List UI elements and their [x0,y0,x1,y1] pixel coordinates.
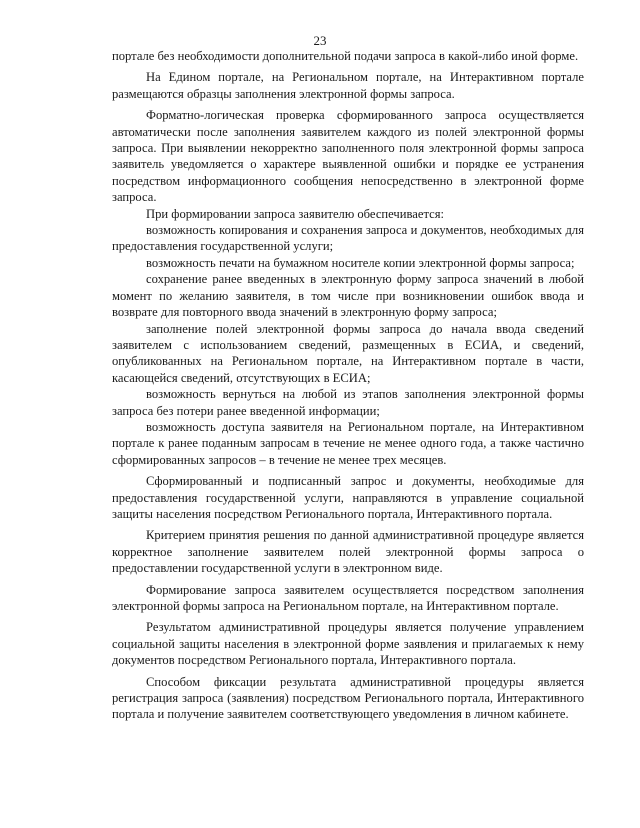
list-item-save-values: сохранение ранее введенных в электронную форму запроса значений в любой момент по желанию заявителя, в том числе при возникновении ошибок ввода и возврате для повторного ввода значений в электронную форму запроса; [112,272,584,320]
list-item-copy-save: возможность копирования и сохранения запроса и документов, необходимых для предоставления государственной услуги; [112,223,584,254]
paragraph-result: Результатом административной процедуры является получение управлением социальной защиты населения в электронной форме заявления и прилагаемых к нему документов посредством Регионального портала, Интерактивного портала. [112,620,584,668]
page-number: 23 [313,33,327,48]
paragraph-sample-forms: На Едином портале, на Региональном портале, на Интерактивном портале размещаются образцы заполнения электронной формы запроса. [112,70,584,101]
paragraph-format-check: Форматно-логическая проверка сформированного запроса осуществляется автоматически после заполнения заявителем каждого из полей электронной формы запроса. При выявлении некорректно заполненного поля электронной формы запроса заявитель уведомляется о характере выявленной ошибки и порядке ее устранения посредством информационного сообщения непосредственно в электронной форме запроса. [112,108,584,205]
page-body [112,48,584,723]
paragraph-list-intro: При формировании запроса заявителю обеспечивается: [146,206,445,221]
list-item-print: возможность печати на бумажном носителе копии электронной формы запроса; [146,255,575,270]
paragraph-formation: Формирование запроса заявителем осуществляется посредством заполнения электронной формы запроса на Региональном портале, на Интерактивном портале. [112,582,584,613]
paragraph-fixation: Способом фиксации результата административной процедуры является регистрация запроса (заявления) посредством Регионального портала, Интерактивного портала и получение заявителем соответствующего уведомления в личном кабинете. [112,674,584,722]
list-item-return-step: возможность вернуться на любой из этапов заполнения электронной формы запроса без потери ранее введенной информации; [112,387,584,418]
paragraph-criterion: Критерием принятия решения по данной административной процедуре является корректное заполнение заявителем полей электронной формы запроса о предоставлении государственной услуги в электронном виде. [112,528,584,576]
paragraph-continuation: порталe без необходимости дополнительной подачи запроса в какой-либо иной форме. [112,49,579,63]
paragraph-submission: Сформированный и подписанный запрос и документы, необходимые для предоставления государственной услуги, направляются в управление социальной защиты населения посредством Регионального портала, Интерактивного портала. [112,474,584,521]
list-item-access-history: возможность доступа заявителя на Региональном портале, на Интерактивном портале к ранее поданным запросам в течение не менее одного года, а также частично сформированных запросов – в течение не менее трех месяцев. [112,419,584,467]
list-item-prefill: заполнение полей электронной формы запроса до начала ввода сведений заявителем с использованием сведений, размещенных в ЕСИА, и сведений, опубликованных на Региональном портале, на Интерактивном портале в части, касающейся сведений, отсутствующих в ЕСИА; [112,321,584,385]
